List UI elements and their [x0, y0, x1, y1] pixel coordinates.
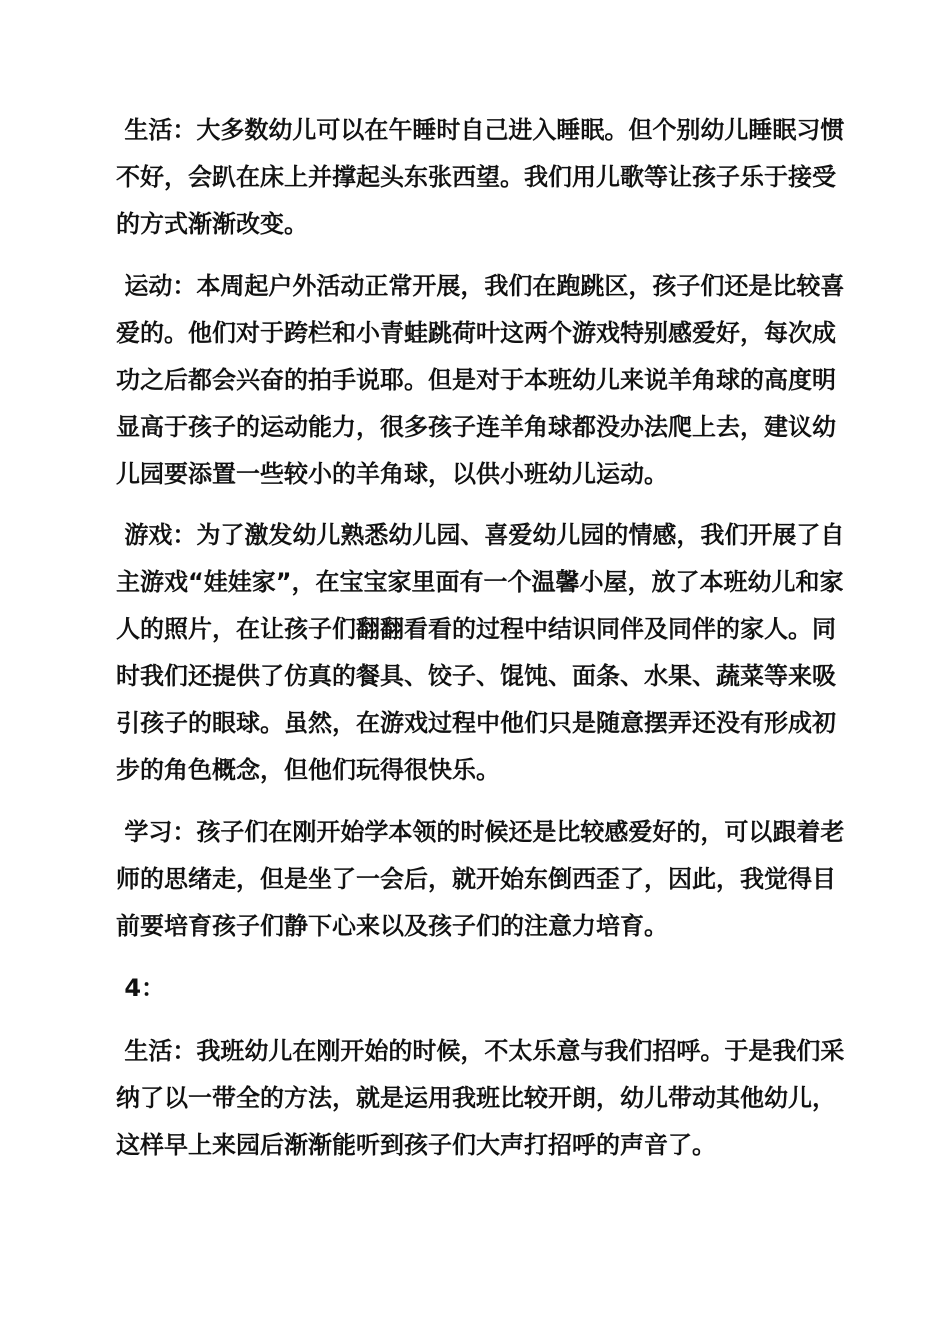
paragraph-learning: 学习：孩子们在刚开始学本领的时候还是比较感爱好的，可以跟着老师的思绪走，但是坐了一会后，就开始东倒西歪了，因此，我觉得目前要培育孩子们静下心来以及孩子们的注意力培育。 [116, 818, 845, 940]
paragraph-life-2: 生活：我班幼儿在刚开始的时候，不太乐意与我们招呼。于是我们采纳了以一带全的方法，就是运用我班比较开朗，幼儿带动其他幼儿，这样早上来园后渐渐能听到孩子们大声打招呼的声音了。 [116, 1037, 845, 1159]
paragraph-sports: 运动：本周起户外活动正常开展，我们在跑跳区，孩子们还是比较喜爱的。他们对于跨栏和小青蛙跳荷叶这两个游戏特别感爱好，每次成功之后都会兴奋的拍手说耶。但是对于本班幼儿来说羊角球的高度明显高于孩子的运动能力，很多孩子连羊角球都没办法爬上去，建议幼儿园要添置一些较小的羊角球，以供小班幼儿运动。 [116, 272, 845, 488]
section-number: 4： [116, 974, 166, 1002]
paragraph-life-1: 生活：大多数幼儿可以在午睡时自己进入睡眠。但个别幼儿睡眠习惯不好，会趴在床上并撑起头东张西望。我们用儿歌等让孩子乐于接受的方式渐渐改变。 [116, 116, 845, 238]
paragraph-games: 游戏：为了激发幼儿熟悉幼儿园、喜爱幼儿园的情感，我们开展了自主游戏“娃娃家”，在宝宝家里面有一个温馨小屋，放了本班幼儿和家人的照片，在让孩子们翻翻看看的过程中结识同伴及同伴的家人。同时我们还提供了仿真的餐具、饺子、馄饨、面条、水果、蔬菜等来吸引孩子的眼球。虽然，在游戏过程中他们只是随意摆弄还没有形成初步的角色概念，但他们玩得很快乐。 [116, 521, 845, 784]
